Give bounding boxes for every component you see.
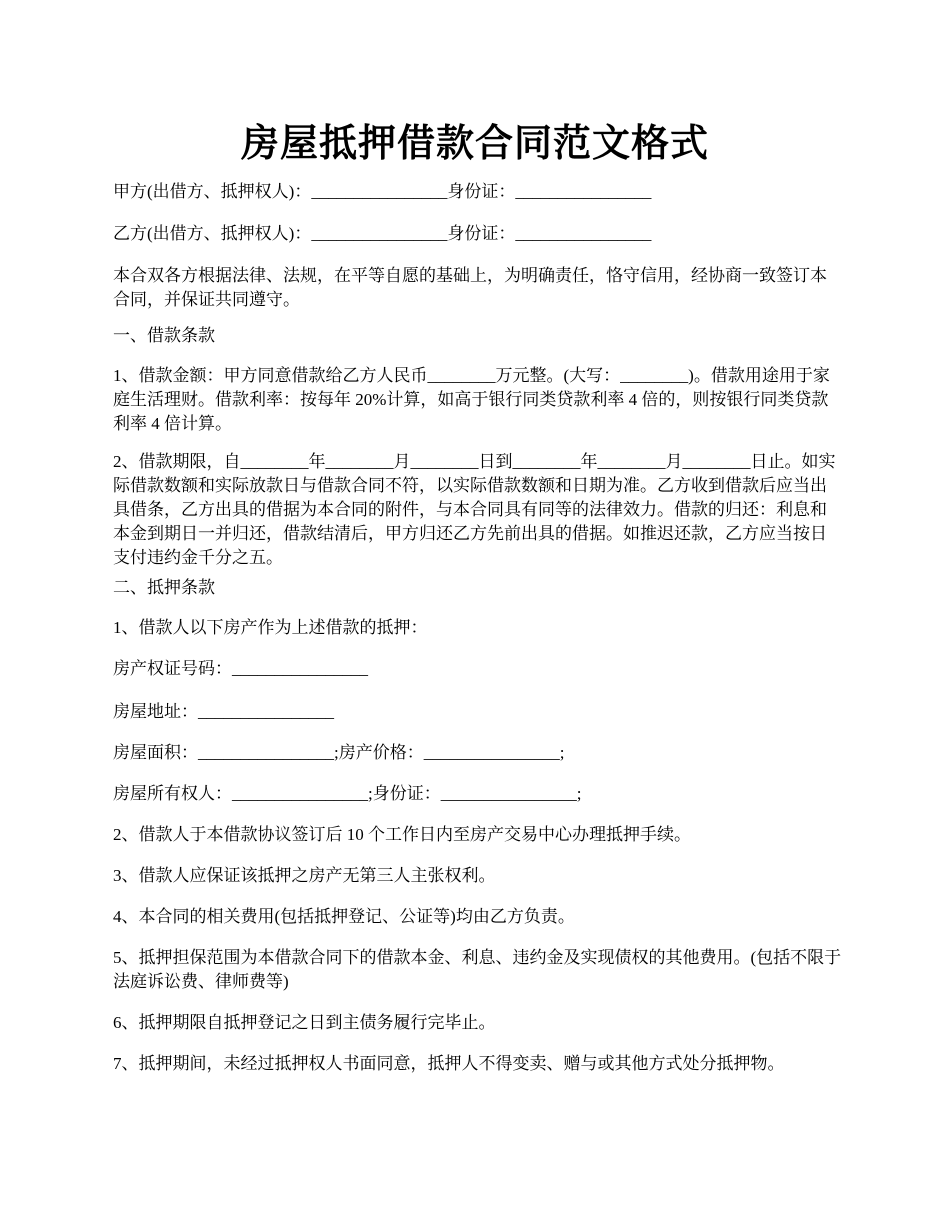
- section-heading-loan: 一、借款条款: [113, 326, 215, 345]
- intro-paragraph: 本合双各方根据法律、法规，在平等自愿的基础上，为明确责任，恪守信用，经协商一致签订本合同，并保证共同遵守。: [113, 266, 827, 309]
- party-b-line: 乙方(出借方、抵押权人)：________________身份证：________________: [113, 224, 652, 243]
- property-cert-line: 房产权证号码：________________: [113, 659, 368, 678]
- mortgage-clause-4: 4、本合同的相关费用(包括抵押登记、公证等)均由乙方负责。: [113, 907, 575, 926]
- party-a-line: 甲方(出借方、抵押权人)：________________身份证：________________: [113, 182, 652, 201]
- mortgage-clause-3: 3、借款人应保证该抵押之房产无第三人主张权利。: [113, 866, 496, 885]
- property-address-line: 房屋地址：________________: [113, 702, 334, 721]
- property-area-price-line: 房屋面积：________________;房产价格：________________;: [113, 743, 565, 762]
- loan-clause-2: 2、借款期限，自________年________月________日到________年________月________日止。如实际借款数额和实际放款日与借款合同不符，以实际借款数额和日期为准。乙方收到借款后应当出具借条，乙方出具的借据为本合同的附件，与本合同具有同等的法律效力。借款的归还：利息和本金到期日一并归还，借款结清后，甲方归还乙方先前出具的借据。如推迟还款，乙方应当按日支付违约金千分之五。: [113, 452, 836, 567]
- property-owner-line: 房屋所有权人：________________;身份证：________________;: [113, 784, 582, 803]
- section-heading-mortgage: 二、抵押条款: [113, 578, 215, 597]
- mortgage-clause-6: 6、抵押期限自抵押登记之日到主债务履行完毕止。: [113, 1013, 496, 1032]
- mortgage-clause-2: 2、借款人于本借款协议签订后 10 个工作日内至房产交易中心办理抵押手续。: [113, 825, 691, 844]
- mortgage-clause-5: 5、抵押担保范围为本借款合同下的借款本金、利息、违约金及实现债权的其他费用。(包括不限于法庭诉讼费、律师费等): [113, 948, 842, 991]
- document-title: 房屋抵押借款合同范文格式: [240, 120, 709, 165]
- loan-clause-1: 1、借款金额：甲方同意借款给乙方人民币________万元整。(大写：________)。借款用途用于家庭生活理财。借款利率：按每年 20%计算，如高于银行同类贷款利率 4 倍的，则按银行同类贷款利率 4 倍计算。: [113, 366, 830, 433]
- mortgage-clause-7: 7、抵押期间，未经过抵押权人书面同意，抵押人不得变卖、赠与或其他方式处分抵押物。: [113, 1054, 785, 1073]
- mortgage-clause-1: 1、借款人以下房产作为上述借款的抵押：: [113, 618, 428, 637]
